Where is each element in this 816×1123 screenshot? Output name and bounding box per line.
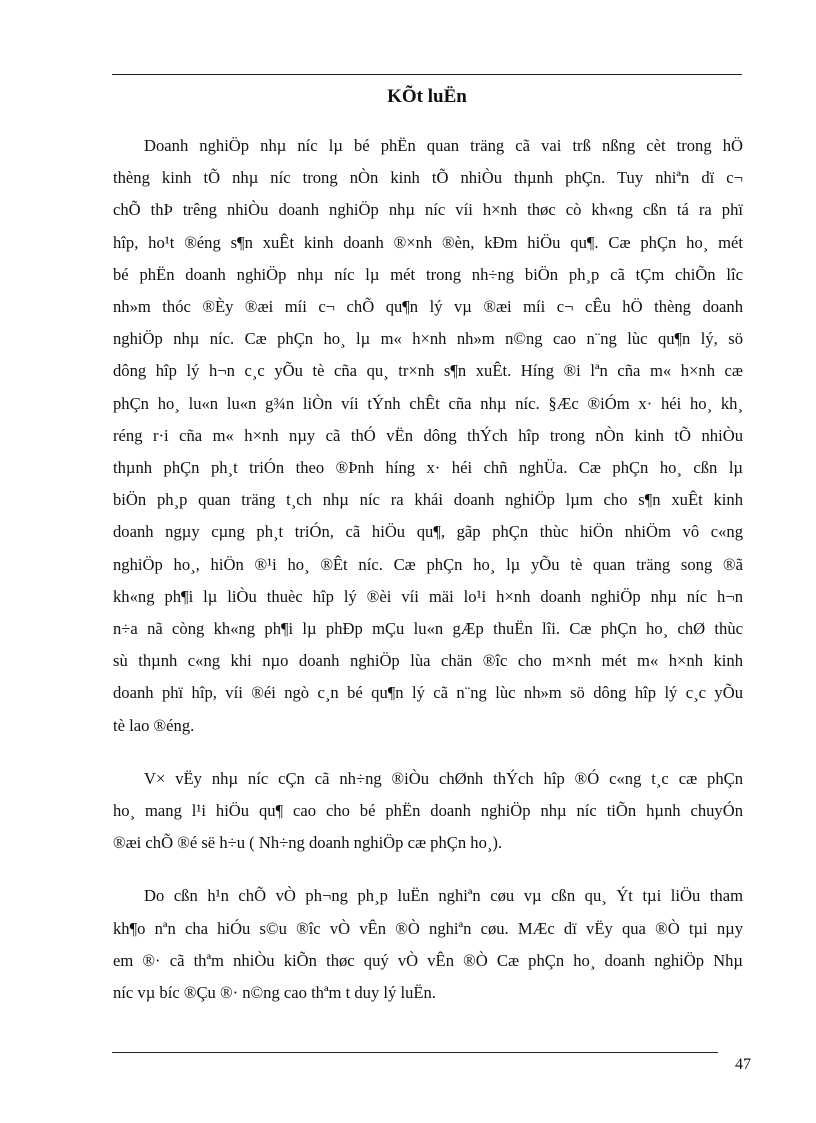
text-line: V× vËy nhµ níc cÇn cã nh÷ng ®iÒu chØnh thÝch hîp ®Ó c«ng t¸c cæ phÇn bbox=[144, 768, 743, 788]
header-rule bbox=[112, 74, 742, 75]
text-line: em ®· cã thªm nhiÒu kiÕn thøc quý vÒ vÊn ®Ò Cæ phÇn ho¸ doanh nghiÖp Nhµ bbox=[113, 950, 743, 970]
text-line: tè lao ®éng. bbox=[113, 715, 195, 735]
text-line: phÇn ho¸ lu«n lu«n g¾n liÒn víi tÝnh chÊt cña nhµ níc. §Æc ®iÓm x· héi ho¸ kh¸ bbox=[113, 393, 743, 413]
paragraph-1 bbox=[113, 130, 743, 742]
text-line: kh«ng ph¶i lµ liÒu thuèc hîp lý ®èi víi mäi lo¹i h×nh doanh nghiÖp nhµ níc h¬n bbox=[113, 586, 743, 606]
text-line: chÕ thÞ trêng nhiÒu doanh nghiÖp nhµ níc víi h×nh thøc cò kh«ng cßn tá ra phï bbox=[113, 200, 743, 220]
text-line: dông hîp lý h¬n c¸c yÕu tè cña qu¸ tr×nh s¶n xuÊt. Híng ®i lªn cña m« h×nh cæ bbox=[113, 361, 743, 381]
text-line: thµnh phÇn ph¸t triÓn theo ®Þnh híng x· héi chñ nghÜa. Cæ phÇn ho¸ cßn lµ bbox=[113, 458, 743, 478]
text-line: Doanh nghiÖp nhµ níc lµ bé phËn quan träng cã vai trß nßng cèt trong hÖ bbox=[144, 136, 743, 155]
text-line: ®æi chÕ ®é së h÷u ( Nh÷ng doanh nghiÖp cæ phÇn ho¸). bbox=[113, 833, 503, 853]
paragraph-2 bbox=[113, 763, 743, 860]
text-line: bé phËn doanh nghiÖp nhµ níc lµ mét trong nh÷ng biÖn ph¸p cã tÇm chiÕn lîc bbox=[113, 264, 743, 284]
text-line: nh»m thóc ®Èy ®æi míi c¬ chÕ qu¶n lý vµ ®æi míi c¬ cÊu hÖ thèng doanh bbox=[113, 297, 743, 317]
text-line: Do cßn h¹n chÕ vÒ ph¬ng ph¸p luËn nghiªn cøu vµ cßn qu¸ Ýt tµi liÖu tham bbox=[144, 886, 743, 906]
paragraph-3 bbox=[113, 880, 743, 1009]
text-line: nghiÖp nhµ níc. Cæ phÇn ho¸ lµ m« h×nh nh»m n©ng cao n¨ng lùc qu¶n lý, sö bbox=[113, 329, 743, 349]
text-line: doanh phï hîp, víi ®éi ngò c¸n bé qu¶n lý cã n¨ng lùc nh»m sö dông hîp lý c¸c yÕu bbox=[113, 683, 743, 703]
text-line: n÷a nã còng kh«ng ph¶i lµ phÐp mÇu lu«n gÆp thuËn lîi. Cæ phÇn ho¸ chØ thùc bbox=[113, 619, 743, 639]
text-line: níc vµ bíc ®Çu ®· n©ng cao thªm t duy lý luËn. bbox=[113, 983, 436, 1003]
document-body bbox=[113, 130, 743, 1030]
text-line: kh¶o nªn cha hiÓu s©u ®îc vÒ vÊn ®Ò nghiªn cøu. MÆc dï vËy qua ®Ò tµi nµy bbox=[113, 918, 743, 938]
text-line: thèng kinh tÕ nhµ níc trong nÒn kinh tÕ nhiÒu thµnh phÇn. Tuy nhiªn dï c¬ bbox=[113, 168, 743, 188]
text-line: sù thµnh c«ng khi nµo doanh nghiÖp lùa chän ®îc cho m×nh mét m« h×nh kinh bbox=[113, 651, 743, 671]
text-line: réng r·i cña m« h×nh nµy cã thÓ vËn dông thÝch hîp trong nÒn kinh tÕ nhiÒu bbox=[113, 425, 743, 445]
page-title: KÕt luËn bbox=[387, 86, 467, 107]
text-line: doanh ngµy cµng ph¸t triÓn, cã hiÖu qu¶, gãp phÇn thùc hiÖn nhiÖm vô c«ng bbox=[113, 522, 743, 542]
text-line: ho¸ mang l¹i hiÖu qu¶ cao cho bé phËn doanh nghiÖp nhµ níc tiÕn hµnh chuyÓn bbox=[113, 801, 743, 821]
text-line: hîp, ho¹t ®éng s¶n xuÊt kinh doanh ®×nh ®èn, kÐm hiÖu qu¶. Cæ phÇn ho¸ mét bbox=[113, 232, 743, 252]
page-number: 47 bbox=[735, 1056, 751, 1073]
text-line: biÖn ph¸p quan träng t¸ch nhµ níc ra khái doanh nghiÖp lµm cho s¶n xuÊt kinh bbox=[113, 490, 743, 510]
text-line: nghiÖp ho¸, hiÖn ®¹i ho¸ ®Êt níc. Cæ phÇn ho¸ lµ yÕu tè quan träng song ®ã bbox=[113, 554, 743, 574]
footer-rule bbox=[112, 1052, 718, 1053]
